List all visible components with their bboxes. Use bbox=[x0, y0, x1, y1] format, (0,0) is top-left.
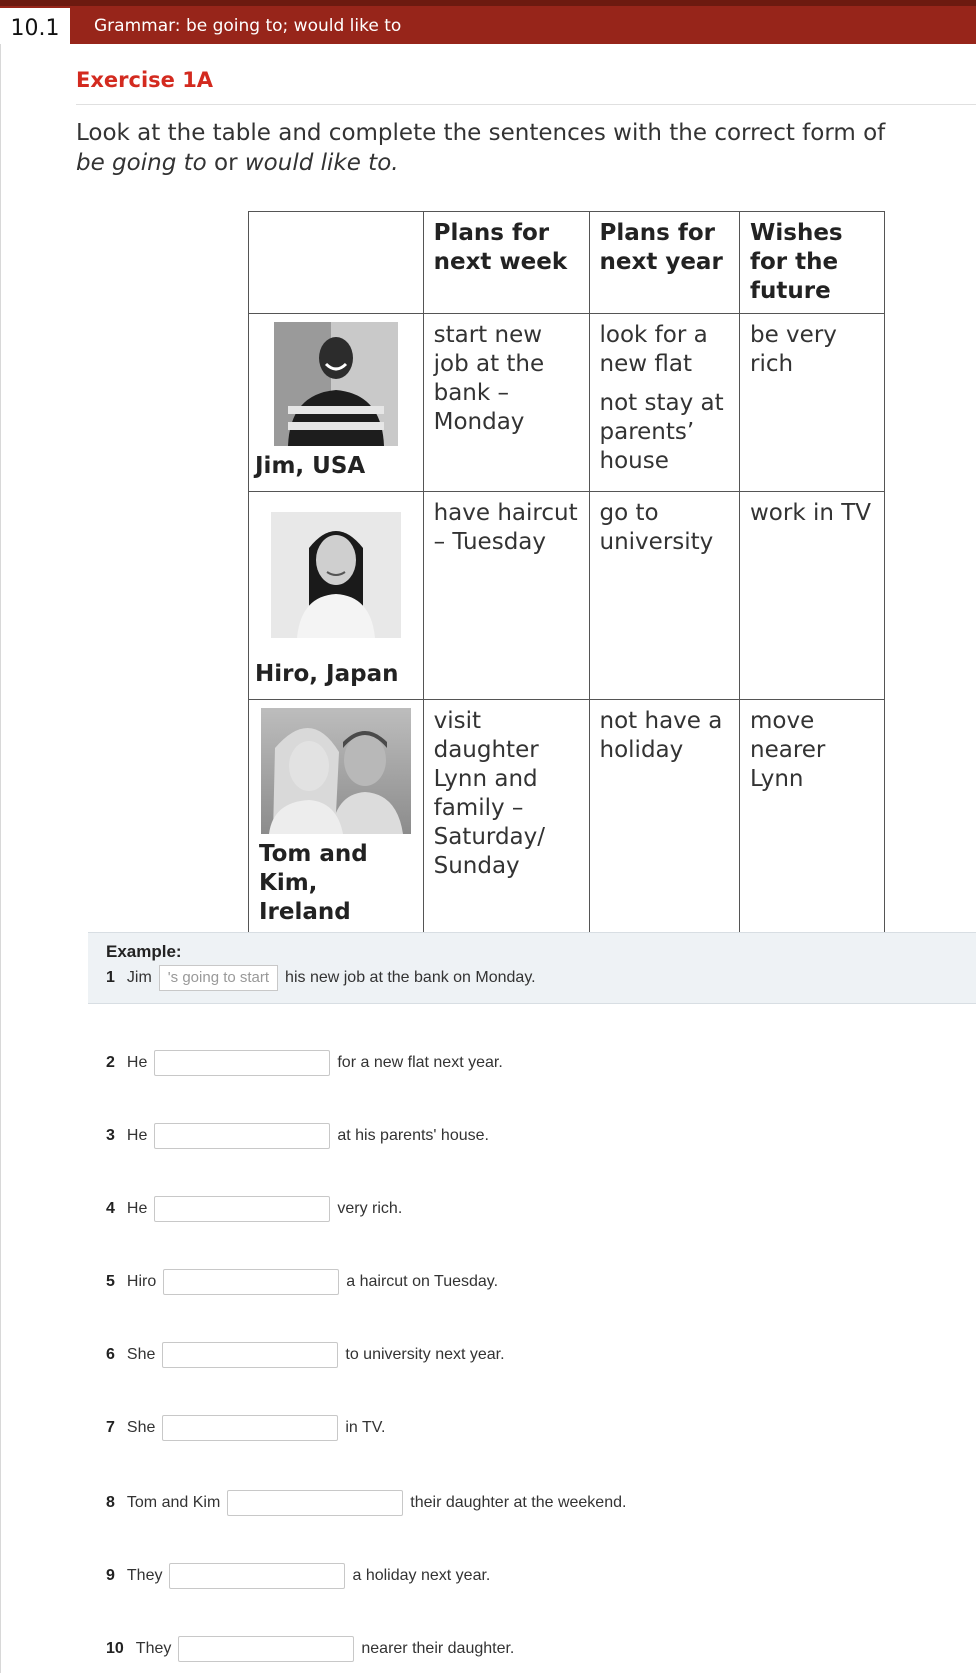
header-empty bbox=[249, 212, 424, 314]
jim-year-2: not stay at parents’ house bbox=[599, 390, 724, 474]
sentence-subject: He bbox=[126, 1127, 148, 1144]
table-row bbox=[249, 700, 885, 936]
person-cell-jim bbox=[249, 314, 424, 492]
sentence-subject: She bbox=[126, 1419, 156, 1436]
sentence-8 bbox=[106, 1489, 626, 1517]
instruction-text: Look at the table and complete the sentences with the correct form of bbox=[76, 120, 886, 146]
sentence-rest: very rich. bbox=[337, 1200, 403, 1217]
sentence-3 bbox=[106, 1122, 489, 1150]
instruction-or: or bbox=[206, 150, 245, 176]
header-next-week: Plans for next week bbox=[423, 212, 589, 314]
answer-input[interactable] bbox=[154, 1050, 330, 1076]
answer-input[interactable] bbox=[227, 1490, 403, 1516]
sentence-number: 10 bbox=[106, 1640, 124, 1657]
sentence-subject: She bbox=[126, 1346, 156, 1363]
hiro-photo bbox=[271, 512, 401, 638]
sentence-rest: for a new flat next year. bbox=[337, 1054, 503, 1071]
table-row bbox=[249, 314, 885, 492]
hiro-future: work in TV bbox=[740, 492, 885, 700]
person-cell-hiro bbox=[249, 492, 424, 700]
sentence-subject: Jim bbox=[126, 969, 152, 986]
sentence-number: 8 bbox=[106, 1494, 115, 1511]
jim-future: be very rich bbox=[740, 314, 885, 492]
sentence-subject: They bbox=[135, 1640, 172, 1657]
instruction-emphasis-2: would like to. bbox=[244, 150, 399, 176]
header-next-year: Plans for next year bbox=[589, 212, 739, 314]
sentence-7 bbox=[106, 1414, 385, 1442]
sentence-number: 4 bbox=[106, 1200, 115, 1217]
tom-kim-photo bbox=[261, 708, 411, 834]
sentence-rest: his new job at the bank on Monday. bbox=[285, 969, 536, 986]
sentence-rest: in TV. bbox=[345, 1419, 386, 1436]
sentence-number: 3 bbox=[106, 1127, 115, 1144]
jim-year bbox=[589, 314, 739, 492]
sentence-subject: He bbox=[126, 1054, 148, 1071]
sentence-5 bbox=[106, 1268, 498, 1296]
sentence-rest: to university next year. bbox=[345, 1346, 505, 1363]
header-title: Grammar: be going to; would like to bbox=[94, 16, 402, 36]
sentence-number: 9 bbox=[106, 1567, 115, 1584]
sentence-9 bbox=[106, 1562, 490, 1590]
unit-number: 10.1 bbox=[0, 8, 70, 48]
sentence-number: 6 bbox=[106, 1346, 115, 1363]
answer-input[interactable] bbox=[169, 1563, 345, 1589]
sentence-2 bbox=[106, 1049, 503, 1077]
sentence-rest: a haircut on Tuesday. bbox=[346, 1273, 499, 1290]
sentence-number: 2 bbox=[106, 1054, 115, 1071]
header-future: Wishes for the future bbox=[740, 212, 885, 314]
plans-table bbox=[248, 211, 885, 936]
sentence-rest: a holiday next year. bbox=[352, 1567, 491, 1584]
sentence-rest: their daughter at the weekend. bbox=[410, 1494, 627, 1511]
table-row bbox=[249, 492, 885, 700]
sentence-10 bbox=[106, 1635, 514, 1663]
answer-input[interactable] bbox=[162, 1342, 338, 1368]
exercise-title: Exercise 1A bbox=[76, 68, 214, 92]
sentence-number: 1 bbox=[106, 969, 115, 986]
example-answer-field: 's going to start bbox=[159, 965, 278, 991]
sentence-rest: nearer their daughter. bbox=[361, 1640, 515, 1657]
tom-kim-future: move nearer Lynn bbox=[740, 700, 885, 936]
tom-kim-year: not have a holiday bbox=[589, 700, 739, 936]
person-name: Tom and Kim, Ireland bbox=[259, 841, 368, 925]
person-cell-tom-kim bbox=[249, 700, 424, 936]
table-header-row bbox=[249, 212, 885, 314]
sentence-subject: He bbox=[126, 1200, 148, 1217]
sentence-number: 5 bbox=[106, 1273, 115, 1290]
answer-input[interactable] bbox=[162, 1415, 338, 1441]
answer-input[interactable] bbox=[178, 1636, 354, 1662]
exercise-divider bbox=[76, 104, 976, 105]
sentence-4 bbox=[106, 1195, 402, 1223]
tom-kim-week: visit daughter Lynn and family – Saturday/ Sunday bbox=[423, 700, 589, 936]
sentence-6 bbox=[106, 1341, 505, 1369]
sentence-subject: Tom and Kim bbox=[126, 1494, 221, 1511]
sentence-rest: at his parents' house. bbox=[337, 1127, 489, 1144]
example-label: Example: bbox=[106, 942, 182, 961]
left-border bbox=[0, 44, 1, 1673]
jim-week: start new job at the bank – Monday bbox=[423, 314, 589, 492]
sentence-subject: Hiro bbox=[126, 1273, 157, 1290]
jim-photo bbox=[274, 322, 398, 446]
person-name: Jim, USA bbox=[255, 453, 366, 479]
sentence-subject: They bbox=[126, 1567, 163, 1584]
sentence-number: 7 bbox=[106, 1419, 115, 1436]
hiro-year: go to university bbox=[589, 492, 739, 700]
answer-input[interactable] bbox=[163, 1269, 339, 1295]
hiro-week: have haircut – Tuesday bbox=[423, 492, 589, 700]
answer-input[interactable] bbox=[154, 1196, 330, 1222]
example-sentence bbox=[106, 964, 536, 992]
instruction bbox=[76, 118, 896, 178]
person-name: Hiro, Japan bbox=[255, 661, 399, 687]
jim-year-1: look for a new flat bbox=[599, 322, 708, 377]
answer-input[interactable] bbox=[154, 1123, 330, 1149]
instruction-emphasis-1: be going to bbox=[76, 150, 207, 176]
